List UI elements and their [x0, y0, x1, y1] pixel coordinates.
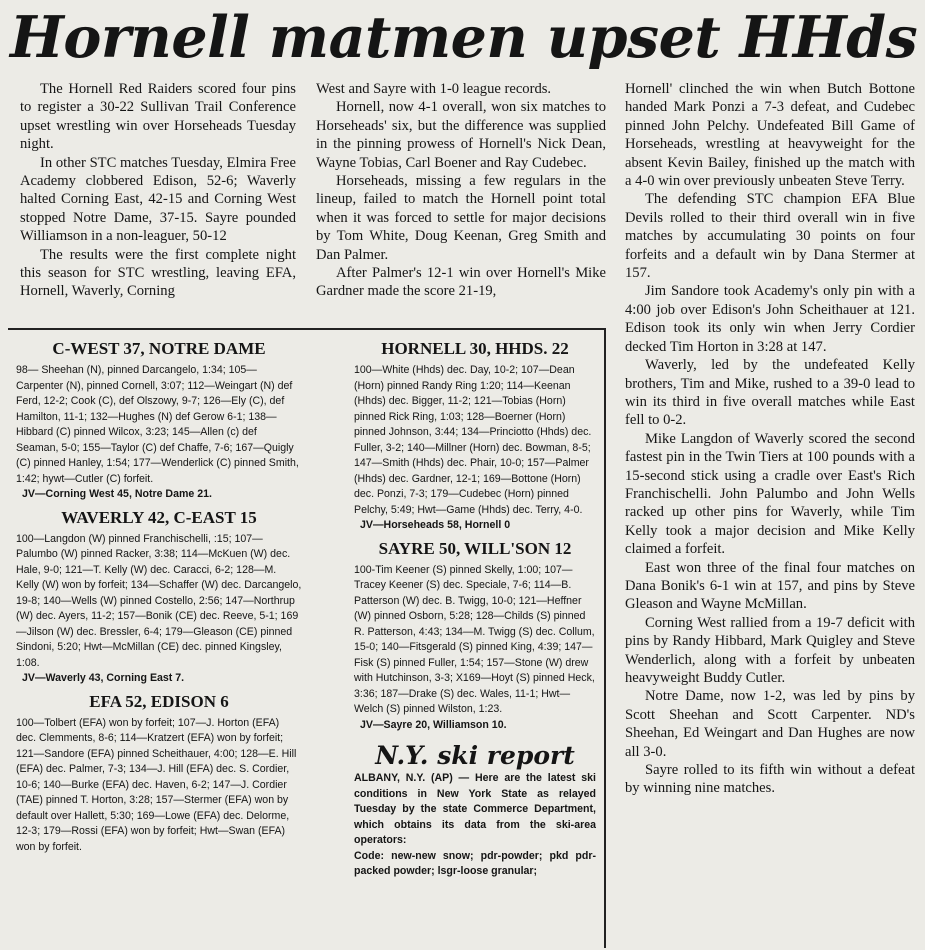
story-paragraph: Jim Sandore took Academy's only pin with a 4:00 job over Edison's John Scheithauer at 121. Edison took its only win when Jerry Cordier decked Tim Horton in 3:28 at 147.	[625, 283, 915, 355]
results-column-left	[16, 336, 302, 950]
story-paragraph: The Hornell Red Raiders scored four pins to register a 30-22 Sullivan Trail Conference upset wrestling win over Horseheads Tuesday night.	[20, 81, 296, 153]
story-paragraph: In other STC matches Tuesday, Elmira Free Academy clobbered Edison, 52-6; Waverly halted Corning East, 42-15 and Corning West stopped Notre Dame, 37-15. Sayre pounded Williamson in a non-leaguer, 50-12	[20, 154, 296, 245]
story-paragraph: Notre Dame, now 1-2, was led by pins by Scott Sheehan and Scott Carpenter. ND's Sheehan, Ed Weingart and Dan Hughes are now all 3-0.	[625, 688, 915, 760]
sayre-results: 100-Tim Keener (S) pinned Skelly, 1:00; 107—Tracey Keener (S) dec. Speciale, 7-6; 114—B. Patterson (W) dec. B. Twigg, 10-0; 121—Heffner (W) pinned Osborn, 5:28; 128—Childs (S) pinned R. Patterson, 4:43; 134—M. Twigg (S) dec. Collum, 15-0; 140—Fitsgerald (S) pinned King, 4:39; 147—Fisk (S) pinned Fuller, 1:54; 157—Stone (W) drew with Hutchinson, 3-3; X169—Hoyt (S) pinned Heck, 3:36; 187—Drake (S) dec. Wales, 11-1; Hwt—Welch (S) pinned Wilston, 1:23.	[354, 563, 595, 715]
story-paragraph: Mike Langdon of Waverly scored the second fastest pin in the Twin Tiers at 100 pounds with a 15-second stick using a cradle over East's Rich Franchischelli. John Palumbo and John Wells racked up other pins for Waverly, while Tim Kelly took a major decision and Mike Kelly claimed a forfeit.	[625, 430, 915, 558]
waverly-jv: JV—Waverly 43, Corning East 7.	[22, 672, 185, 684]
cwest-results: 98— Sheehan (N), pinned Darcangelo, 1:34; 105—Carpenter (N), pinned Cornell, 3:07; 112—Weingart (N) def Ferd, 12-2; Cook (C), def Olszowy, 9-7; 126—Ely (C), def Hamilton, 11-1; 132—Hughes (N) def Gerow 6-1; 138— Hibbard (C) pinned Wilcox, 3:23; 145—Allen (c) def Seaman, 5-0; 155—Taylor (C) def Chaffe, 7-6; 167—Quigly (C) pinned Hanley, 1:54; 177—Wenderlick (C) pinned Smith, 1:42; hywt—Cutler (C) forfeit.	[16, 364, 299, 485]
ski-report-body	[354, 771, 596, 880]
story-column-3	[625, 80, 915, 940]
sayre-jv: JV—Sayre 20, Williamson 10.	[360, 718, 507, 731]
story-paragraph: The defending STC champion EFA Blue Devils rolled to their third overall win in five matches by accumulating 30 points on four forfeits and a default win by Dana Stermer at 157.	[625, 191, 915, 282]
results-box	[8, 328, 606, 948]
efa-heading: EFA 52, EDISON 6	[89, 691, 229, 711]
headline: Hornell matmen upset HHds	[10, 4, 918, 71]
hornell-heading: HORNELL 30, HHDS. 22	[381, 339, 569, 358]
ski-report-codes: Code: new-new snow; pdr-powder; pkd pdr-packed powder; lsgr-loose granular;	[354, 849, 596, 877]
ski-report-intro: ALBANY, N.Y. (AP) — Here are the latest ski conditions in New York State as relayed Tuesday by the state Commerce Department, which obtains its data from the ski-area operators:	[354, 772, 596, 846]
story-paragraph: Corning West rallied from a 19-7 deficit with pins by Randy Hibbard, Mark Quigley and Steve Wenderlich, along with a forfeit by unbeaten heavyweight Buddy Cutler.	[625, 614, 915, 686]
story-paragraph: The results were the first complete night this season for STC wrestling, leaving EFA, Hornell, Waverly, Corning	[20, 246, 296, 300]
story-paragraph: Hornell' clinched the win when Butch Bottone handed Mark Ponzi a 7-3 defeat, and Cudebec pinned John Pelchy. Undefeated Bill Game of Horseheads, wrestling at heavyweight for the absent Kevin Bailey, finished up the match with a 4-0 win over previously unbeaten Steve Terry.	[625, 81, 915, 190]
story-column-1	[20, 80, 296, 328]
waverly-heading: WAVERLY 42, C-EAST 15	[61, 507, 257, 527]
story-paragraph: West and Sayre with 1-0 league records.	[316, 81, 552, 97]
story-paragraph: Sayre rolled to its fifth win without a defeat by winning nine matches.	[625, 762, 915, 797]
hornell-jv: JV—Horseheads 58, Hornell 0	[360, 519, 511, 531]
story-paragraph: Horseheads, missing a few regulars in the lineup, failed to match the Hornell point total when it was forced to settle for major decisions by Tom White, Doug Keenan, Greg Smith and Dan Palmer.	[316, 173, 606, 263]
cwest-heading: C-WEST 37, NOTRE DAME	[52, 339, 266, 358]
results-column-right	[354, 336, 596, 950]
waverly-results: 100—Langdon (W) pinned Franchischelli, :15; 107—Palumbo (W) pinned Racker, 3:38; 114—McKuen (W) dec. Hale, 9-0; 121—T. Kelly (W) dec. Caracci, 6-2; 128—M. Kelly (W) won by forfeit; 134—Schaffer (W) dec. Darcangelo, 19-8; 140—Wells (W) pinned Costello, 2:56; 147—Northrup (W) dec. Ayers, 11-2; 157—Bonik (CE) dec. Reeve, 5-1; 169—Jilson (W) dec. Bressler, 6-4; 179—Gleason (CE) pinned Sindoni, 5:20; Hwt—McMillan (CE) dec. pinned Kingsley, 1:08.	[16, 532, 302, 669]
cwest-jv: JV—Corning West 45, Notre Dame 21.	[22, 488, 212, 500]
hornell-results: 100—White (Hhds) dec. Day, 10-2; 107—Dean (Horn) pinned Randy Ring 1:20; 114—Keenan (Hhds) dec. Bigger, 11-2; 121—Tobias (Horn) pinned Rick Ring, 1:03; 128—Boerner (Horn) pinned Johnson, 3:44; 134—Princiotto (Hhds) dec. Fuller, 3-2; 140—Millner (Horn) dec. Bowman, 8-5; 147—Smith (Hhds) dec. Phair, 10-0; 157—Palmer (Hhds) dec. Gardner, 12-1; 169—Bottone (Horn) dec. Ponzi, 7-3; 179—Cudebec (Horn) pinned Pelchy, 5:49; Hwt—Game (Hhds) dec. Terry, 4-0.	[354, 364, 592, 516]
efa-results: 100—Tolbert (EFA) won by forfeit; 107—J. Horton (EFA) dec. Clemments, 8-6; 114—Kratzert (EFA) won by forfeit; 121—Sandore (EFA) pinned Scheithauer, 4:00; 128—E. Hill (EFA) dec. Palmer, 7-3; 134—J. Hill (EFA) dec. S. Cordier, 10-6; 140—Burke (EFA) dec. Haven, 6-2; 147—J. Cordier (TAE) pinned T. Horton, 3:28; 157—Stermer (EFA) won by default over Hallett, 5:30; 169—Lowe (EFA) dec. Delorme, 12-3; 179—Rossi (EFA) won by forfeit; Hwt—Swan (EFA) won by forfeit.	[16, 716, 297, 853]
sayre-heading: SAYRE 50, WILL'SON 12	[378, 538, 572, 558]
story-paragraph: After Palmer's 12-1 win over Hornell's Mike Gardner made the score 21-19,	[316, 265, 606, 300]
story-paragraph: East won three of the final four matches on Dana Bonik's 6-1 win at 157, and pins by Steve Gleason and Wayne McMillan.	[625, 559, 915, 613]
story-column-2	[316, 80, 606, 328]
ski-report-title: N.Y. ski report	[375, 741, 575, 770]
story-paragraph: Hornell, now 4-1 overall, won six matches to Horseheads' six, but the difference was supplied in the pinning prowess of Hornell's Nick Dean, Wayne Tobias, Carl Boener and Ray Cudebec.	[316, 99, 606, 171]
story-paragraph: Waverly, led by the undefeated Kelly brothers, Tim and Mike, rushed to a 39-0 lead to win its third in five overall matches while East fell to 0-2.	[625, 357, 915, 429]
